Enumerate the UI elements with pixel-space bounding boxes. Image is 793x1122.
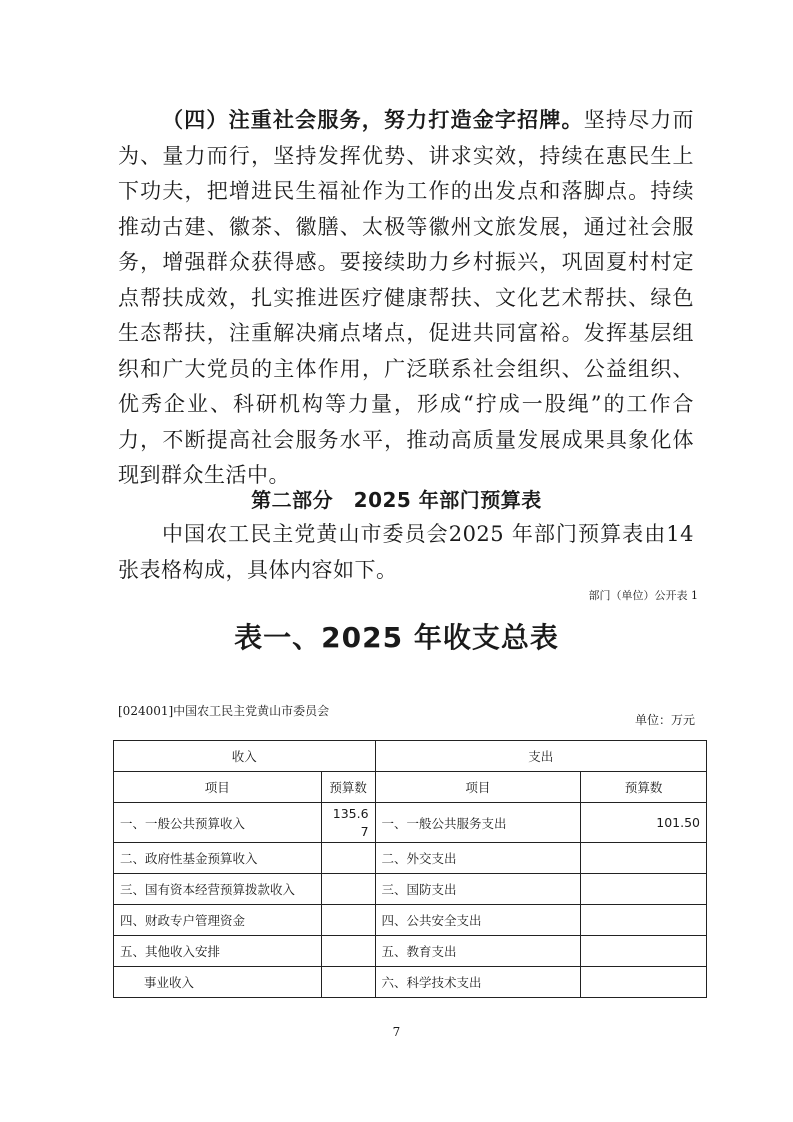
income-item: 事业收入 xyxy=(114,967,322,998)
table-row xyxy=(114,936,707,967)
income-budget-header: 预算数 xyxy=(321,772,375,803)
paragraph-lead: （四）注重社会服务，努力打造金字招牌。 xyxy=(162,108,584,132)
paragraph-body: 坚持尽力而为、量力而行，坚持发挥优势、讲求实效，持续在惠民生上下功夫，把增进民生福祉作为工作的出发点和落脚点。持续推动古建、徽茶、徽膳、太极等徽州文旅发展，通过社会服务，增强群众获得感。要接续助力乡村振兴，巩固夏村村定点帮扶成效，扎实推进医疗健康帮扶、文化艺术帮扶、绿色生态帮扶，注重解决痛点堵点，促进共同富裕。发挥基层组织和广大党员的主体作用，广泛联系社会组织、公益组织、优秀企业、科研机构等力量，形成“拧成一股绳”的工作合力，不断提高社会服务水平，推动高质量发展成果具象化体现到群众生活中。 xyxy=(118,108,695,487)
table-row xyxy=(114,874,707,905)
organization-name: [024001]中国农工民主党黄山市委员会 xyxy=(118,704,330,718)
expense-header: 支出 xyxy=(375,741,706,772)
section-title: 第二部分 2025 年部门预算表 xyxy=(251,488,542,512)
income-item: 五、其他收入安排 xyxy=(114,936,322,967)
expense-item: 二、外交支出 xyxy=(375,843,581,874)
income-item: 三、国有资本经营预算拨款收入 xyxy=(114,874,322,905)
income-value: 135.67 xyxy=(321,803,375,843)
expense-value xyxy=(581,843,707,874)
income-value xyxy=(321,874,375,905)
table-row xyxy=(114,967,707,998)
intro-paragraph: 中国农工民主党黄山市委员会2025 年部门预算表由14 张表格构成，具体内容如下。 xyxy=(118,522,694,582)
expense-item: 三、国防支出 xyxy=(375,874,581,905)
expense-item: 五、教育支出 xyxy=(375,936,581,967)
income-value xyxy=(321,905,375,936)
income-header: 收入 xyxy=(114,741,376,772)
income-value xyxy=(321,967,375,998)
income-value xyxy=(321,936,375,967)
paragraph-social-service xyxy=(118,103,694,494)
expense-value xyxy=(581,874,707,905)
expense-item: 一、一般公共服务支出 xyxy=(375,803,581,843)
expense-value: 101.50 xyxy=(581,803,707,843)
income-item: 四、财政专户管理资金 xyxy=(114,905,322,936)
page-number: 7 xyxy=(392,1025,401,1039)
income-value xyxy=(321,843,375,874)
table-row xyxy=(114,803,707,843)
expense-item: 六、科学技术支出 xyxy=(375,967,581,998)
table-code: 部门（单位）公开表 1 xyxy=(588,589,698,602)
expense-value xyxy=(581,936,707,967)
income-item: 一、一般公共预算收入 xyxy=(114,803,322,843)
table-title: 表一、2025 年收支总表 xyxy=(234,621,559,654)
expense-item: 四、公共安全支出 xyxy=(375,905,581,936)
income-item-header: 项目 xyxy=(114,772,322,803)
table-group-header-row xyxy=(114,741,707,772)
expense-item-header: 项目 xyxy=(375,772,581,803)
budget-table xyxy=(113,740,707,998)
expense-budget-header: 预算数 xyxy=(581,772,707,803)
table-row xyxy=(114,905,707,936)
expense-value xyxy=(581,905,707,936)
table-row xyxy=(114,843,707,874)
expense-value xyxy=(581,967,707,998)
table-column-header-row xyxy=(114,772,707,803)
income-item: 二、政府性基金预算收入 xyxy=(114,843,322,874)
unit-label: 单位：万元 xyxy=(634,713,695,727)
